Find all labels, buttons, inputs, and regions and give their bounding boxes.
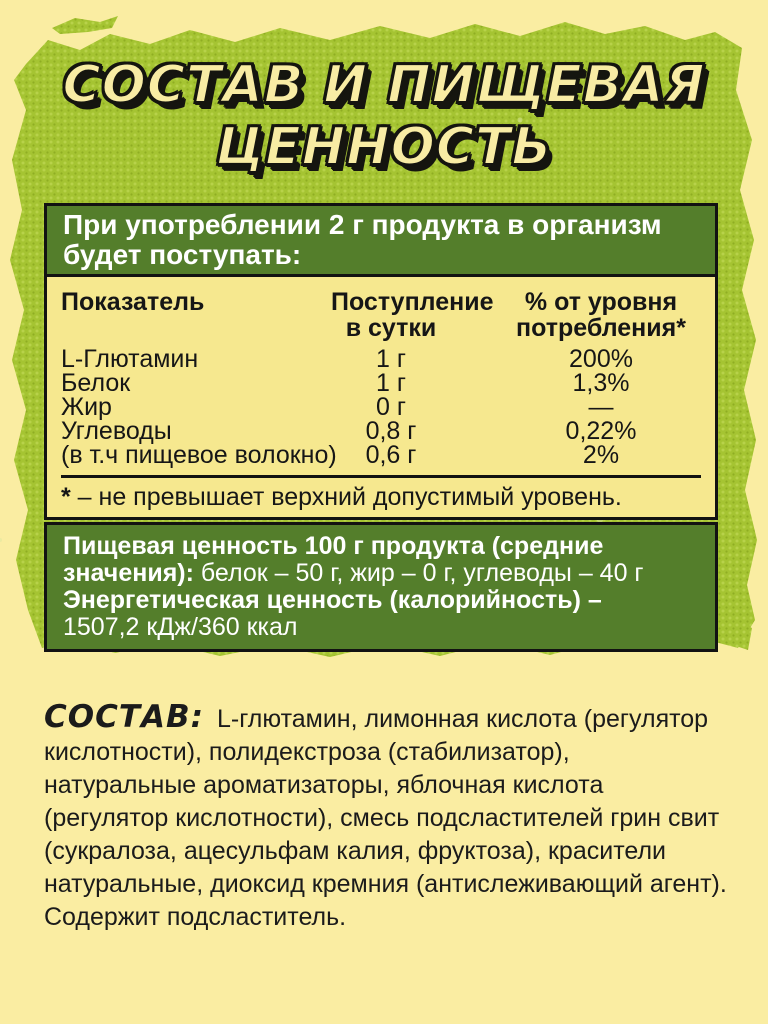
nutrition-line1 [63,533,699,560]
page-title-line2: ЦЕННОСТЬ [215,117,553,177]
table-row [61,371,701,395]
row-indicator: Углеводы [61,417,172,445]
row-indicator: (в т.ч пищевое волокно) [61,441,337,469]
info-stack [44,203,718,652]
row-indicator: Белок [61,369,131,397]
row-daily: 0,6 г [365,441,417,469]
row-percent: 200% [569,345,633,373]
row-indicator: Жир [61,393,112,421]
row-daily: 1 г [376,345,406,373]
row-daily: 0 г [376,393,406,421]
page-title-line1: СОСТАВ И ПИЩЕВАЯ [62,55,706,115]
row-percent: 1,3% [572,369,630,397]
nutrition-line1-bold: Пищевая ценность 100 г продукта (средние [63,532,604,560]
nutrition-line2-bold: значения): [63,559,194,587]
table-row [61,347,701,371]
row-percent: — [588,393,614,421]
col-daily-header-line2: в сутки [345,314,437,342]
footnote-text: – не превышает верхний допустимый уровень. [70,483,622,511]
col-daily-header-line1: Поступление [331,288,494,316]
col-daily-header [331,288,494,342]
col-indicator-header: Показатель [61,288,205,316]
nutrition-line2-regular: белок – 50 г, жир – 0 г, углеводы – 40 г [193,559,644,587]
row-daily: 1 г [376,369,406,397]
nutrition-line3 [63,587,699,614]
col-percent-header-line2: потребления* [516,314,686,342]
nutrient-table [44,274,718,520]
row-indicator: L-Глютамин [61,345,199,373]
intro-line1: При употреблении 2 г продукта в организм [63,209,662,240]
col-percent-header [451,289,701,341]
footnote-asterisk: * [61,483,71,511]
col-percent-header-line1: % от уровня [524,288,678,316]
page-title [0,54,768,178]
table-row [61,419,701,443]
row-percent: 0,22% [565,417,637,445]
nutrition-line2 [63,560,699,587]
row-daily: 0,8 г [365,417,417,445]
grunge-blob-top-left [52,16,118,34]
intro-box [44,203,718,277]
nutrition-line4 [63,614,699,641]
footnote-divider [61,475,701,478]
composition-text: L-глютамин, лимонная кислота (регулятор кислотности), полидекстроза (стабилизатор), натуральные ароматизаторы, яблочная кислота (регулятор кислотности), смесь подсластителей грин свит (сукралоза, ацесульфам калия, фруктоза), красители натуральные, диоксид кремния (антислеживающий агент). Содержит подсластитель. [44,705,727,931]
nutrition-line3-bold: Энергетическая ценность (калорийность) – [63,586,602,614]
table-row [61,395,701,419]
nutrition-line4-regular: 1507,2 кДж/360 ккал [63,613,298,641]
nutrition-value-box [44,522,718,652]
table-footnote [61,484,701,511]
table-row [61,443,701,467]
composition-paragraph [44,701,728,934]
intro-line2: будет поступать: [63,239,302,270]
row-percent: 2% [582,441,620,469]
composition-label: СОСТАВ: [44,699,205,735]
table-header-row [61,289,701,341]
